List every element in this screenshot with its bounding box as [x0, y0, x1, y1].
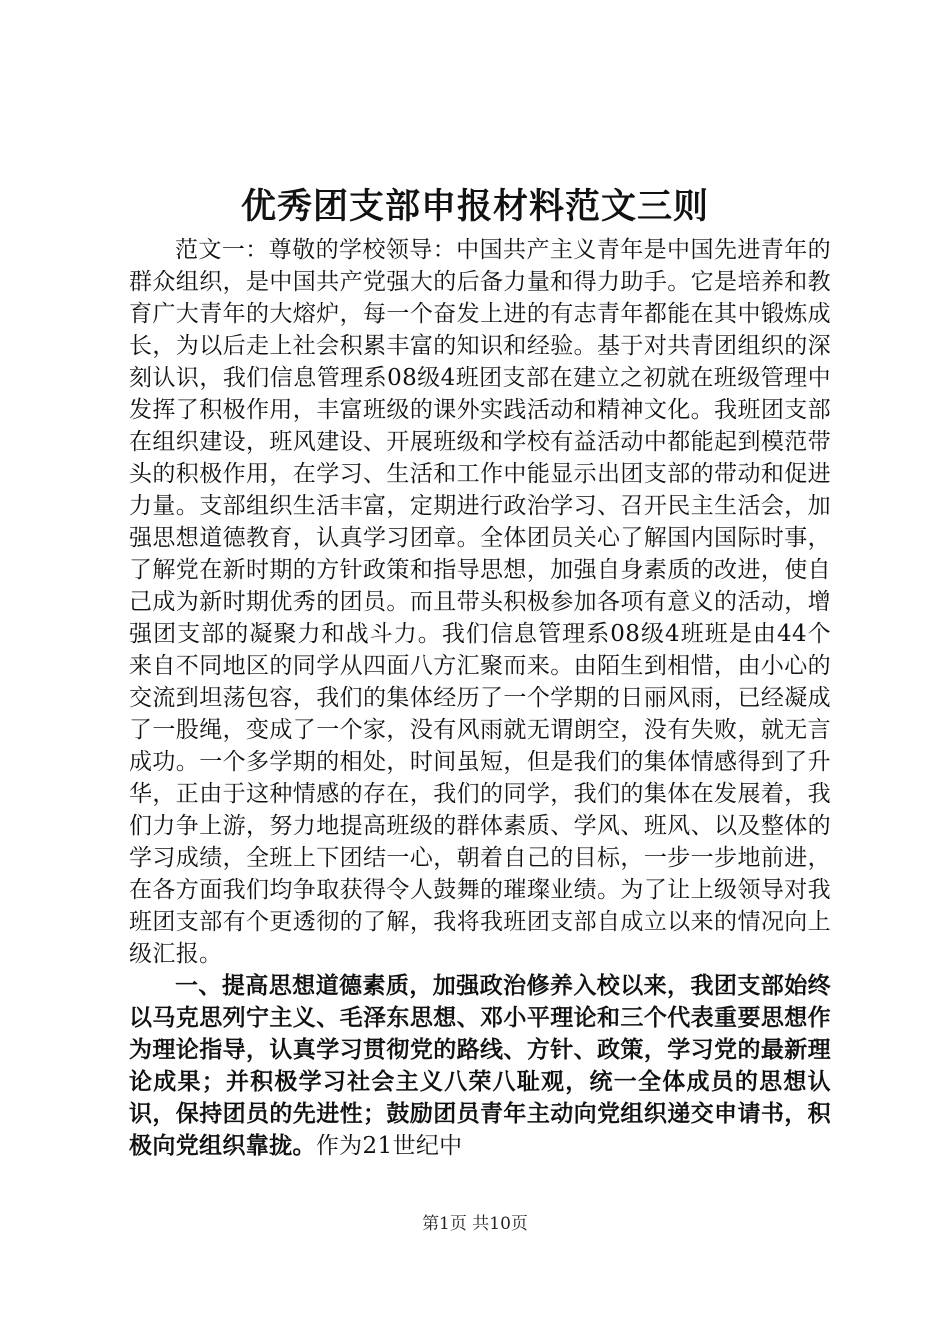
- paragraph-section-one: [129, 970, 831, 1162]
- document-title: 优秀团支部申报材料范文三则: [240, 186, 709, 227]
- paragraph-intro: 范文一：尊敬的学校领导：中国共产主义青年是中国先进青年的群众组织，是中国共产党强大的后备力量和得力助手。它是培养和教育广大青年的大熔炉，每一个奋发上进的有志青年都能在其中锻炼成长，为以后走上社会积累丰富的知识和经验。基于对共青团组织的深刻认识，我们信息管理系08级4班团支部在建立之初就在班级管理中发挥了积极作用，丰富班级的课外实践活动和精神文化。我班团支部在组织建设，班风建设、开展班级和学校有益活动中都能起到模范带头的积极作用，在学习、生活和工作中能显示出团支部的带动和促进力量。支部组织生活丰富，定期进行政治学习、召开民主生活会，加强思想道德教育，认真学习团章。全体团员关心了解国内国际时事，了解党在新时期的方针政策和指导思想，加强自身素质的改进，使自己成为新时期优秀的团员。而且带头积极参加各项有意义的活动，增强团支部的凝聚力和战斗力。我们信息管理系08级4班班是由44个来自不同地区的同学从四面八方汇聚而来。由陌生到相惜，由小心的交流到坦荡包容，我们的集体经历了一个学期的日丽风雨，已经凝成了一股绳，变成了一个家，没有风雨就无谓朗空，没有失败，就无言成功。一个多学期的相处，时间虽短，但是我们的集体情感得到了升华，正由于这种情感的存在，我们的同学，我们的集体在发展着，我们力争上游，努力地提高班级的群体素质、学风、班风、以及整体的学习成绩，全班上下团结一心，朝着自己的目标，一步一步地前进，在各方面我们均争取获得令人鼓舞的璀璨业绩。为了让上级领导对我班团支部有个更透彻的了解，我将我班团支部自成立以来的情况向上级汇报。: [129, 237, 831, 967]
- section-one-bold-text: 一、提高思想道德素质，加强政治修养入校以来，我团支部始终以马克思列宁主义、毛泽东思想、邓小平理论和三个代表重要思想作为理论指导，认真学习贯彻党的路线、方针、政策，学习党的最新理论成果；并积极学习社会主义八荣八耻观，统一全体成员的思想认识，保持团员的先进性；鼓励团员青年主动向党组织递交申请书，积极向党组织靠拢。: [129, 972, 831, 1159]
- page-number-footer: 第1页 共10页: [422, 1214, 528, 1234]
- section-one-continuation-text: 作为21世纪中: [315, 1133, 463, 1159]
- document-body: [129, 234, 831, 1162]
